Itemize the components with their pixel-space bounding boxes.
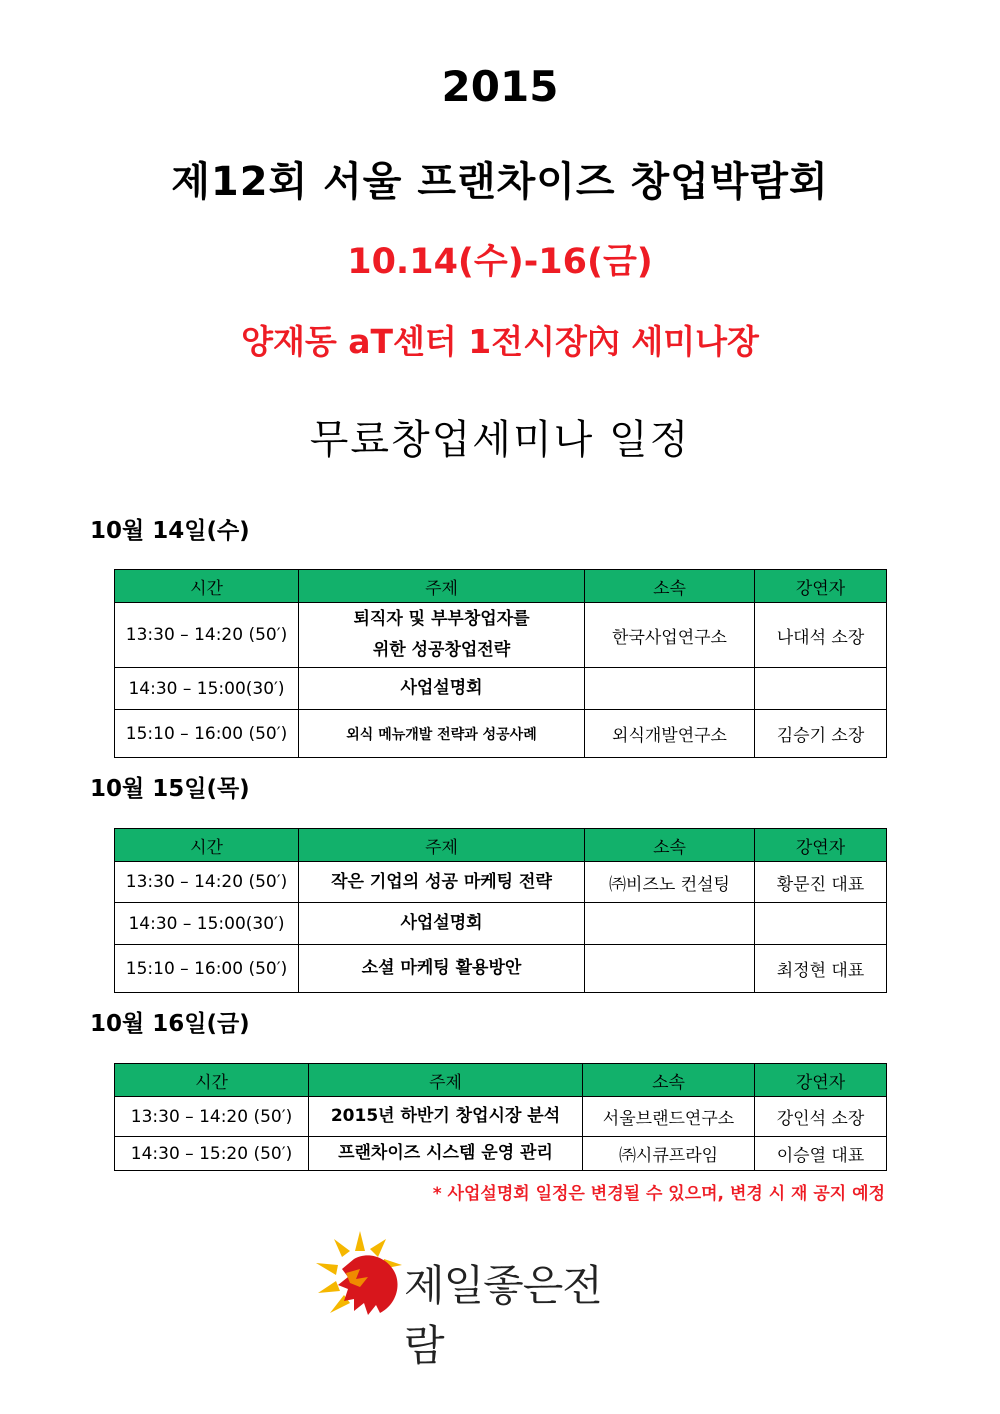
company-logo-text: 제일좋은전람 — [404, 1261, 602, 1370]
column-header-time: 시간 — [115, 1064, 309, 1097]
day-heading-15: 10월 15일(목) — [90, 776, 250, 802]
cell-speaker: 강인석 소장 — [755, 1097, 887, 1137]
column-header-org: 소속 — [583, 1064, 755, 1097]
cell-time: 14:30 – 15:00(30′) — [115, 903, 299, 945]
cell-org — [585, 903, 755, 945]
day-heading-14: 10월 14일(수) — [90, 518, 250, 544]
cell-org: ㈜시큐프라임 — [583, 1137, 755, 1171]
cell-speaker: 황문진 대표 — [755, 862, 887, 903]
cell-org — [585, 668, 755, 710]
column-header-time: 시간 — [115, 570, 299, 603]
cell-topic: 외식 메뉴개발 전략과 성공사례 — [299, 710, 585, 758]
schedule-change-notice: * 사업설명회 일정은 변경될 수 있으며, 변경 시 재 공지 예정 — [432, 1184, 885, 1204]
cell-time: 13:30 – 14:20 (50′) — [115, 862, 299, 903]
cell-speaker: 나대석 소장 — [755, 603, 887, 668]
event-venue: 양재동 aT센터 1전시장內 세미나장 — [241, 322, 759, 361]
column-header-topic: 주제 — [299, 829, 585, 862]
cell-speaker: 김승기 소장 — [755, 710, 887, 758]
cell-speaker: 이승열 대표 — [755, 1137, 887, 1171]
cell-time: 13:30 – 14:20 (50′) — [115, 603, 299, 668]
cell-time: 15:10 – 16:00 (50′) — [115, 945, 299, 993]
cell-topic-line1: 퇴직자 및 부부창업자를 — [353, 609, 530, 630]
table-row — [115, 1097, 887, 1137]
table-header-row — [115, 1064, 887, 1097]
cell-org: 외식개발연구소 — [585, 710, 755, 758]
cell-time: 14:30 – 15:20 (50′) — [115, 1137, 309, 1171]
schedule-table-day1 — [114, 569, 887, 758]
cell-topic — [299, 603, 585, 668]
table-row — [115, 603, 887, 668]
cell-time: 13:30 – 14:20 (50′) — [115, 1097, 309, 1137]
table-header-row — [115, 829, 887, 862]
table-row — [115, 1137, 887, 1171]
event-date: 10.14(수)-16(금) — [347, 242, 653, 282]
sun-leaf-logo-icon — [310, 1225, 410, 1325]
table-row — [115, 945, 887, 993]
day-heading-16: 10월 16일(금) — [90, 1011, 250, 1037]
table-row — [115, 710, 887, 758]
cell-topic: 소셜 마케팅 활용방안 — [299, 945, 585, 993]
cell-topic: 사업설명회 — [299, 903, 585, 945]
cell-org — [585, 945, 755, 993]
cell-org: 한국사업연구소 — [585, 603, 755, 668]
column-header-org: 소속 — [585, 570, 755, 603]
cell-speaker: 최정현 대표 — [755, 945, 887, 993]
column-header-speaker: 강연자 — [755, 570, 887, 603]
table-header-row — [115, 570, 887, 603]
cell-topic-line2: 위한 성공창업전략 — [372, 640, 511, 660]
cell-topic: 2015년 하반기 창업시장 분석 — [309, 1097, 583, 1137]
schedule-table-day2 — [114, 828, 887, 993]
table-row — [115, 862, 887, 903]
cell-speaker — [755, 903, 887, 945]
cell-topic: 프랜차이즈 시스템 운영 관리 — [309, 1137, 583, 1171]
column-header-time: 시간 — [115, 829, 299, 862]
cell-time: 14:30 – 15:00(30′) — [115, 668, 299, 710]
column-header-topic: 주제 — [299, 570, 585, 603]
cell-time: 15:10 – 16:00 (50′) — [115, 710, 299, 758]
company-logo — [310, 1225, 640, 1370]
schedule-subtitle: 무료창업세미나 일정 — [309, 417, 691, 463]
cell-speaker — [755, 668, 887, 710]
cell-topic: 작은 기업의 성공 마케팅 전략 — [299, 862, 585, 903]
table-row — [115, 903, 887, 945]
page-title: 제12회 서울 프랜차이즈 창업박람회 — [171, 159, 829, 205]
cell-org: 서울브랜드연구소 — [583, 1097, 755, 1137]
cell-topic: 사업설명회 — [299, 668, 585, 710]
table-row — [115, 668, 887, 710]
column-header-topic: 주제 — [309, 1064, 583, 1097]
cell-org: ㈜비즈노 컨설팅 — [585, 862, 755, 903]
title-year: 2015 — [441, 62, 559, 111]
column-header-org: 소속 — [585, 829, 755, 862]
schedule-table-day3 — [114, 1063, 887, 1171]
column-header-speaker: 강연자 — [755, 829, 887, 862]
column-header-speaker: 강연자 — [755, 1064, 887, 1097]
